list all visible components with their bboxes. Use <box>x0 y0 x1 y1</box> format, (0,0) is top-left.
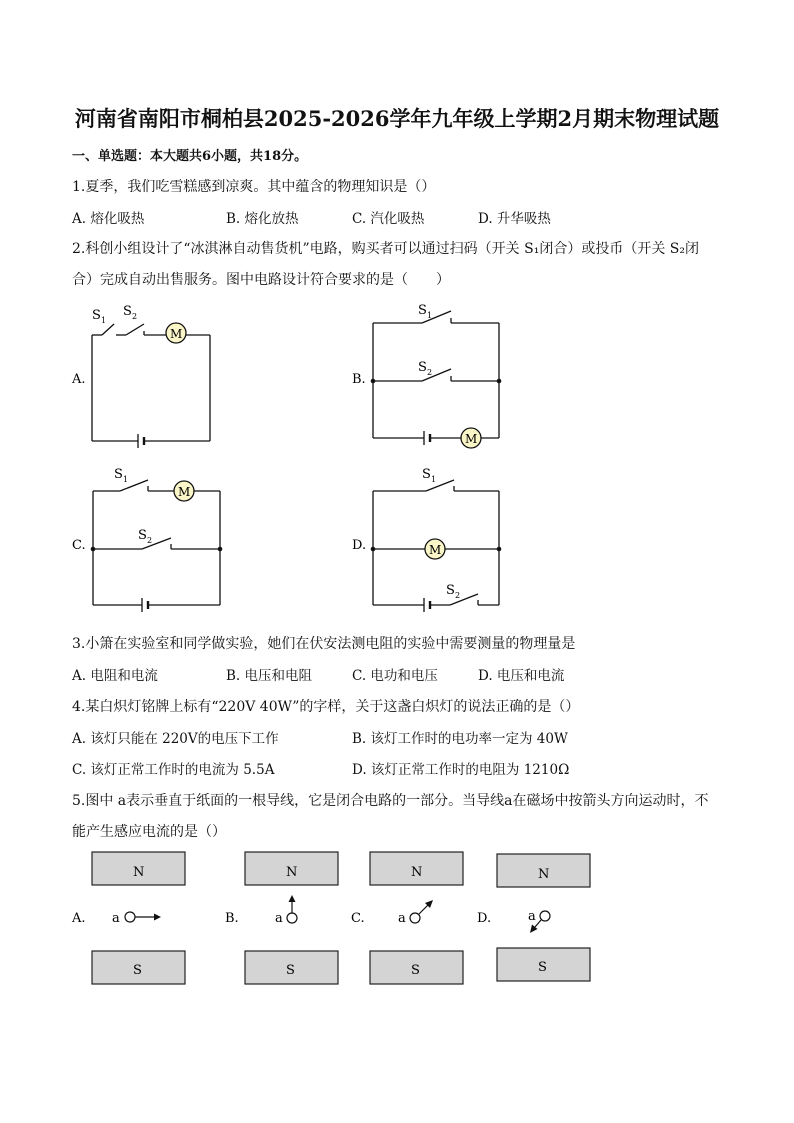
circuit-d-motor: M <box>429 543 442 557</box>
arrow-right-icon <box>154 914 161 921</box>
svg-text:S: S <box>138 528 147 543</box>
svg-text:2: 2 <box>132 312 138 321</box>
svg-text:2: 2 <box>427 368 433 377</box>
q4-option-c: C. 该灯正常工作时的电流为 5.5A <box>72 762 275 778</box>
circuit-diagram-c <box>70 462 230 618</box>
section-heading: 一、单选题：本大题共6小题，共18分。 <box>72 149 308 164</box>
q3-option-b: B. 电压和电阻 <box>226 668 313 684</box>
magnet-b-label: B. <box>225 911 239 926</box>
svg-text:S: S <box>422 467 431 482</box>
svg-text:S: S <box>286 963 295 978</box>
question-5-stem-line1: 5.图中 a表示垂直于纸面的一根导线，它是闭合电路的一部分。当导线a在磁场中按箭头方向运动时，不 <box>72 793 709 809</box>
svg-text:1: 1 <box>427 311 433 320</box>
page-title: 河南省南阳市桐柏县2025-2026学年九年级上学期2月期末物理试题 <box>74 106 720 131</box>
magnet-a-label: A. <box>72 911 86 926</box>
svg-text:1: 1 <box>431 475 437 484</box>
svg-text:N: N <box>133 865 145 880</box>
svg-text:S: S <box>92 308 101 323</box>
circuit-a-motor: M <box>170 327 183 341</box>
magnet-d-label: D. <box>477 911 492 926</box>
q1-option-b: B. 熔化放热 <box>226 211 299 227</box>
magnet-figure-a <box>70 850 200 994</box>
q4-option-d: D. 该灯正常工作时的电阻为 1210Ω <box>352 762 570 778</box>
q3-option-a: A. 电阻和电流 <box>72 668 158 684</box>
svg-text:2: 2 <box>147 536 153 545</box>
circuit-d-label: D. <box>352 538 367 553</box>
q1-option-d: D. 升华吸热 <box>478 211 551 227</box>
svg-text:N: N <box>411 865 423 880</box>
svg-text:2: 2 <box>455 591 461 600</box>
magnet-figure-d <box>474 850 599 994</box>
magnet-c-label: C. <box>351 911 365 926</box>
q4-option-a: A. 该灯只能在 220V的电压下工作 <box>72 731 279 747</box>
arrow-up-icon <box>289 895 296 902</box>
question-1-stem: 1.夏季，我们吃雪糕感到凉爽。其中蕴含的物理知识是（） <box>72 179 436 195</box>
svg-text:S: S <box>114 467 123 482</box>
wire-a-symbol <box>125 912 135 922</box>
magnet-figure-b <box>222 850 347 994</box>
circuit-diagram-b <box>350 298 510 460</box>
q3-option-d: D. 电压和电流 <box>478 668 565 684</box>
circuit-b-label: B. <box>352 372 366 387</box>
svg-text:N: N <box>538 867 550 882</box>
svg-text:N: N <box>286 865 298 880</box>
q1-option-c: C. 汽化吸热 <box>352 211 425 227</box>
question-2-stem-line1: 2.科创小组设计了“冰淇淋自动售货机”电路，购买者可以通过扫码（开关 S₁闭合）或投币（开关 S₂闭 <box>72 241 699 257</box>
svg-text:S: S <box>446 583 455 598</box>
svg-text:1: 1 <box>101 316 107 325</box>
q3-option-c: C. 电功和电压 <box>352 668 438 684</box>
q1-option-a: A. 熔化吸热 <box>72 211 145 227</box>
question-3-stem: 3.小箫在实验室和同学做实验，她们在伏安法测电阻的实验中需要测量的物理量是 <box>72 636 576 652</box>
svg-text:a: a <box>528 909 536 924</box>
question-4-stem: 4.某白炽灯铭牌上标有“220V 40W”的字样，关于这盏白炽灯的说法正确的是（） <box>72 699 580 715</box>
q4-option-b: B. 该灯工作时的电功率一定为 40W <box>352 731 568 747</box>
svg-text:S: S <box>123 304 132 319</box>
circuit-diagram-a <box>70 298 220 457</box>
circuit-c-label: C. <box>72 538 86 553</box>
svg-text:S: S <box>411 963 420 978</box>
circuit-a-label: A. <box>72 372 86 387</box>
question-5-stem-line2: 能产生感应电流的是（） <box>72 824 226 840</box>
svg-text:S: S <box>418 360 427 375</box>
circuit-b-motor: M <box>465 432 478 446</box>
circuit-diagram-d <box>350 462 510 618</box>
svg-text:a: a <box>112 911 120 926</box>
svg-text:S: S <box>133 963 142 978</box>
svg-text:S: S <box>538 960 547 975</box>
svg-text:S: S <box>418 303 427 318</box>
question-2-stem-line2: 合）完成自动出售服务。图中电路设计符合要求的是（ ） <box>72 272 450 288</box>
circuit-c-motor: M <box>178 485 191 499</box>
svg-text:1: 1 <box>123 475 129 484</box>
svg-text:a: a <box>398 911 406 926</box>
magnet-figure-c <box>348 850 473 994</box>
svg-text:a: a <box>275 911 283 926</box>
